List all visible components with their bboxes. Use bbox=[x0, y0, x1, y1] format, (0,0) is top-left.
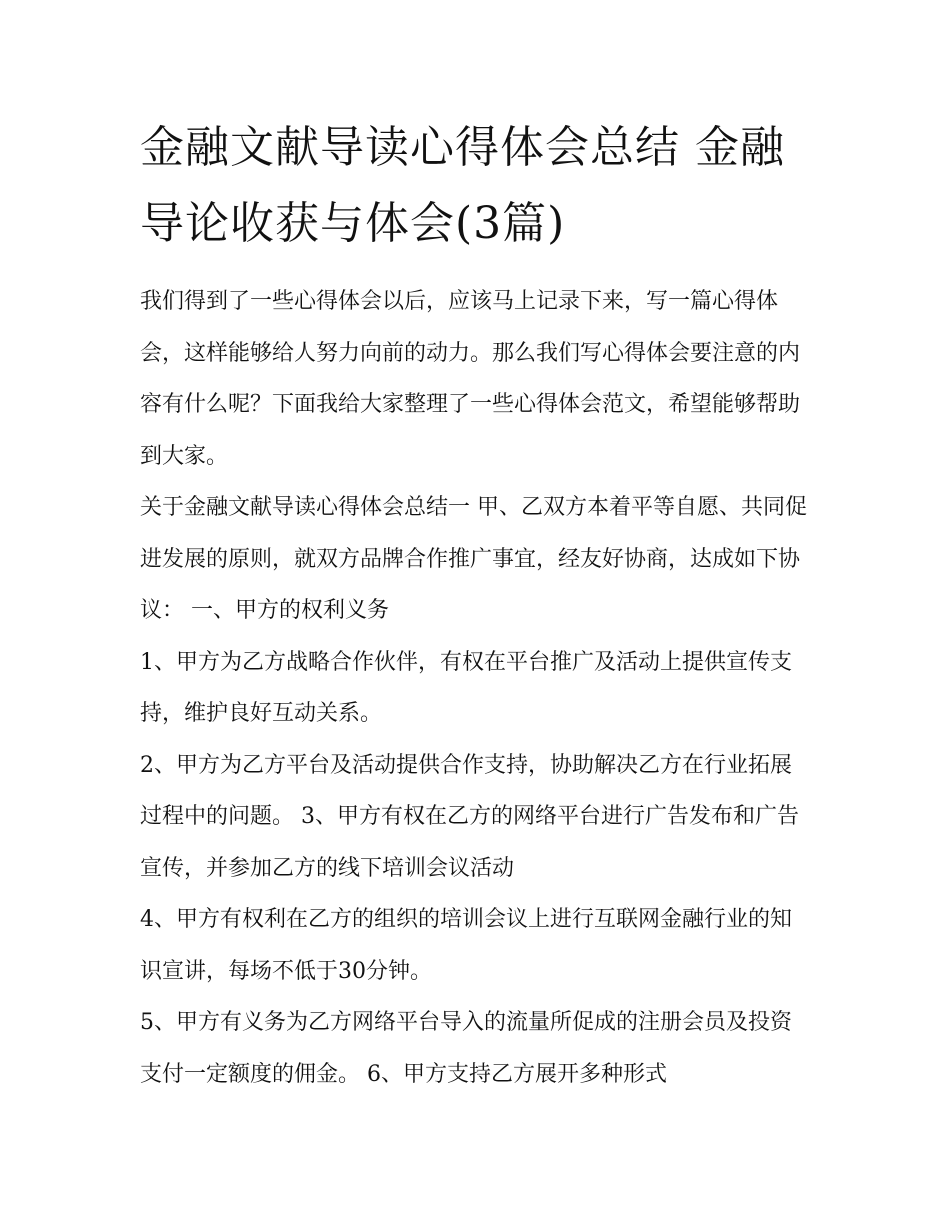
intro-paragraph: 我们得到了一些心得体会以后，应该马上记录下来，写一篇心得体会，这样能够给人努力向前的动力。那么我们写心得体会要注意的内容有什么呢？下面我给大家整理了一些心得体会范文，希望能够帮助到大家。 bbox=[140, 289, 801, 469]
document-title: 金融文献导读心得体会总结 金融导论收获与体会(3篇) bbox=[140, 122, 785, 249]
clause-2-3-paragraph: 2、甲方为乙方平台及活动提供合作支持，协助解决乙方在行业拓展过程中的问题。 3、甲方有权在乙方的网络平台进行广告发布和广告宣传，并参加乙方的线下培训会议活动 bbox=[140, 752, 799, 881]
clause-4-paragraph: 4、甲方有权利在乙方的组织的培训会议上进行互联网金融行业的知识宣讲，每场不低于30分钟。 bbox=[140, 907, 792, 984]
clause-5-6-paragraph: 5、甲方有义务为乙方网络平台导入的流量所促成的注册会员及投资支付一定额度的佣金。 6、甲方支持乙方展开多种形式 bbox=[140, 1010, 792, 1087]
document-page bbox=[140, 110, 812, 1100]
clause-1-paragraph: 1、甲方为乙方战略合作伙伴，有权在平台推广及活动上提供宣传支持，维护良好互动关系。 bbox=[140, 649, 792, 726]
agreement-paragraph: 关于金融文献导读心得体会总结一 甲、乙双方本着平等自愿、共同促进发展的原则，就双方品牌合作推广事宜，经友好协商，达成如下协议： 一、甲方的权利义务 bbox=[140, 495, 807, 623]
